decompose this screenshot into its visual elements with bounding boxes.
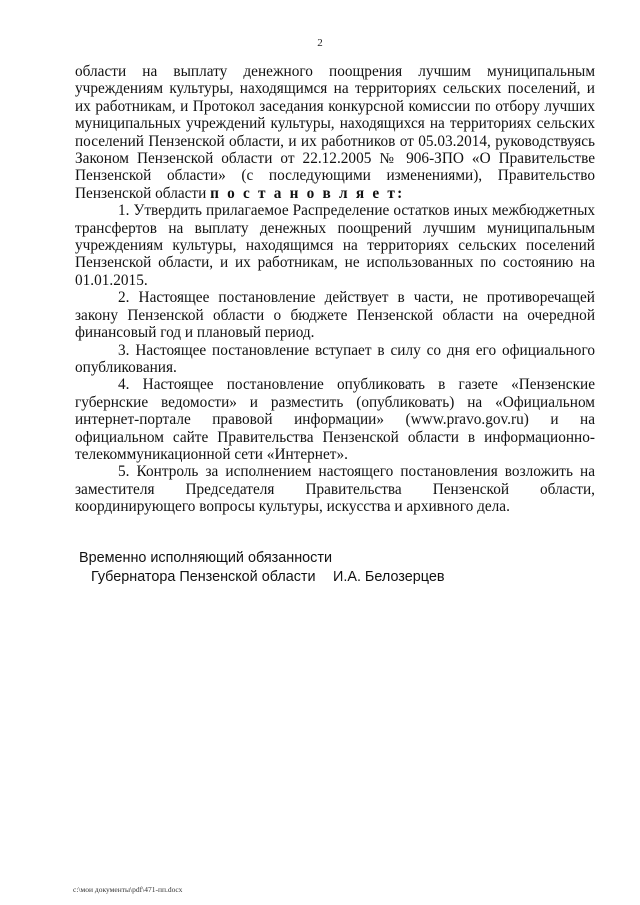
resolution-item-3: 3. Настоящее постановление вступает в силу со дня его официального опубликования. <box>75 341 595 376</box>
signatory-name: И.А. Белозерцев <box>333 569 445 585</box>
signatory-title-line1: Временно исполняющий обязанности <box>79 550 333 566</box>
signature-block <box>79 549 519 587</box>
resolution-item-2: 2. Настоящее постановление действует в части, не противоречащей закону Пензенской области о бюджете Пензенской области на очередной финансовый год и плановый период. <box>75 289 595 342</box>
resolution-item-5: 5. Контроль за исполнением настоящего постановления возложить на заместителя Председателя Правительства Пензенской области, координирующего вопросы культуры, искусства и архивного дела. <box>75 463 595 516</box>
footer-file-path: c:\мои документы\pdf\471-пп.docx <box>73 885 183 894</box>
intro-paragraph <box>75 63 595 202</box>
resolves-word: п о с т а н о в л я е т: <box>210 184 405 202</box>
signatory-title-line2: Губернатора Пензенской области <box>91 569 316 585</box>
document-body <box>75 63 595 516</box>
page-number: 2 <box>317 37 323 49</box>
intro-text: области на выплату денежного поощрения лучшим муниципальным учреждениям культуры, находящимся на территориях сельских поселений, и их работникам, и Протокол заседания конкурсной комиссии по отбору лучших муниципальных учреждений культуры, находящихся на территориях сельских поселений Пензенской области, и их работников от 05.03.2014, руководствуясь Законом Пензенской области от 22.12.2005 № 906-ЗПО «О Правительстве Пензенской области» (с последующими изменениями), Правительство Пензенской области <box>75 63 595 202</box>
resolution-item-4: 4. Настоящее постановление опубликовать в газете «Пензенские губернские ведомости» и разместить (опубликовать) на «Официальном интернет-портале правовой информации» (www.pravo.gov.ru) и на официальном сайте Правительства Пензенской области в информационно-телекоммуникационной сети «Интернет». <box>75 376 595 463</box>
resolution-item-1: 1. Утвердить прилагаемое Распределение остатков иных межбюджетных трансфертов на выплату денежных поощрений лучшим муниципальным учреждениям культуры, находящимся на территориях сельских поселений Пензенской области, и их работникам, не использованных по состоянию на 01.01.2015. <box>75 202 595 289</box>
